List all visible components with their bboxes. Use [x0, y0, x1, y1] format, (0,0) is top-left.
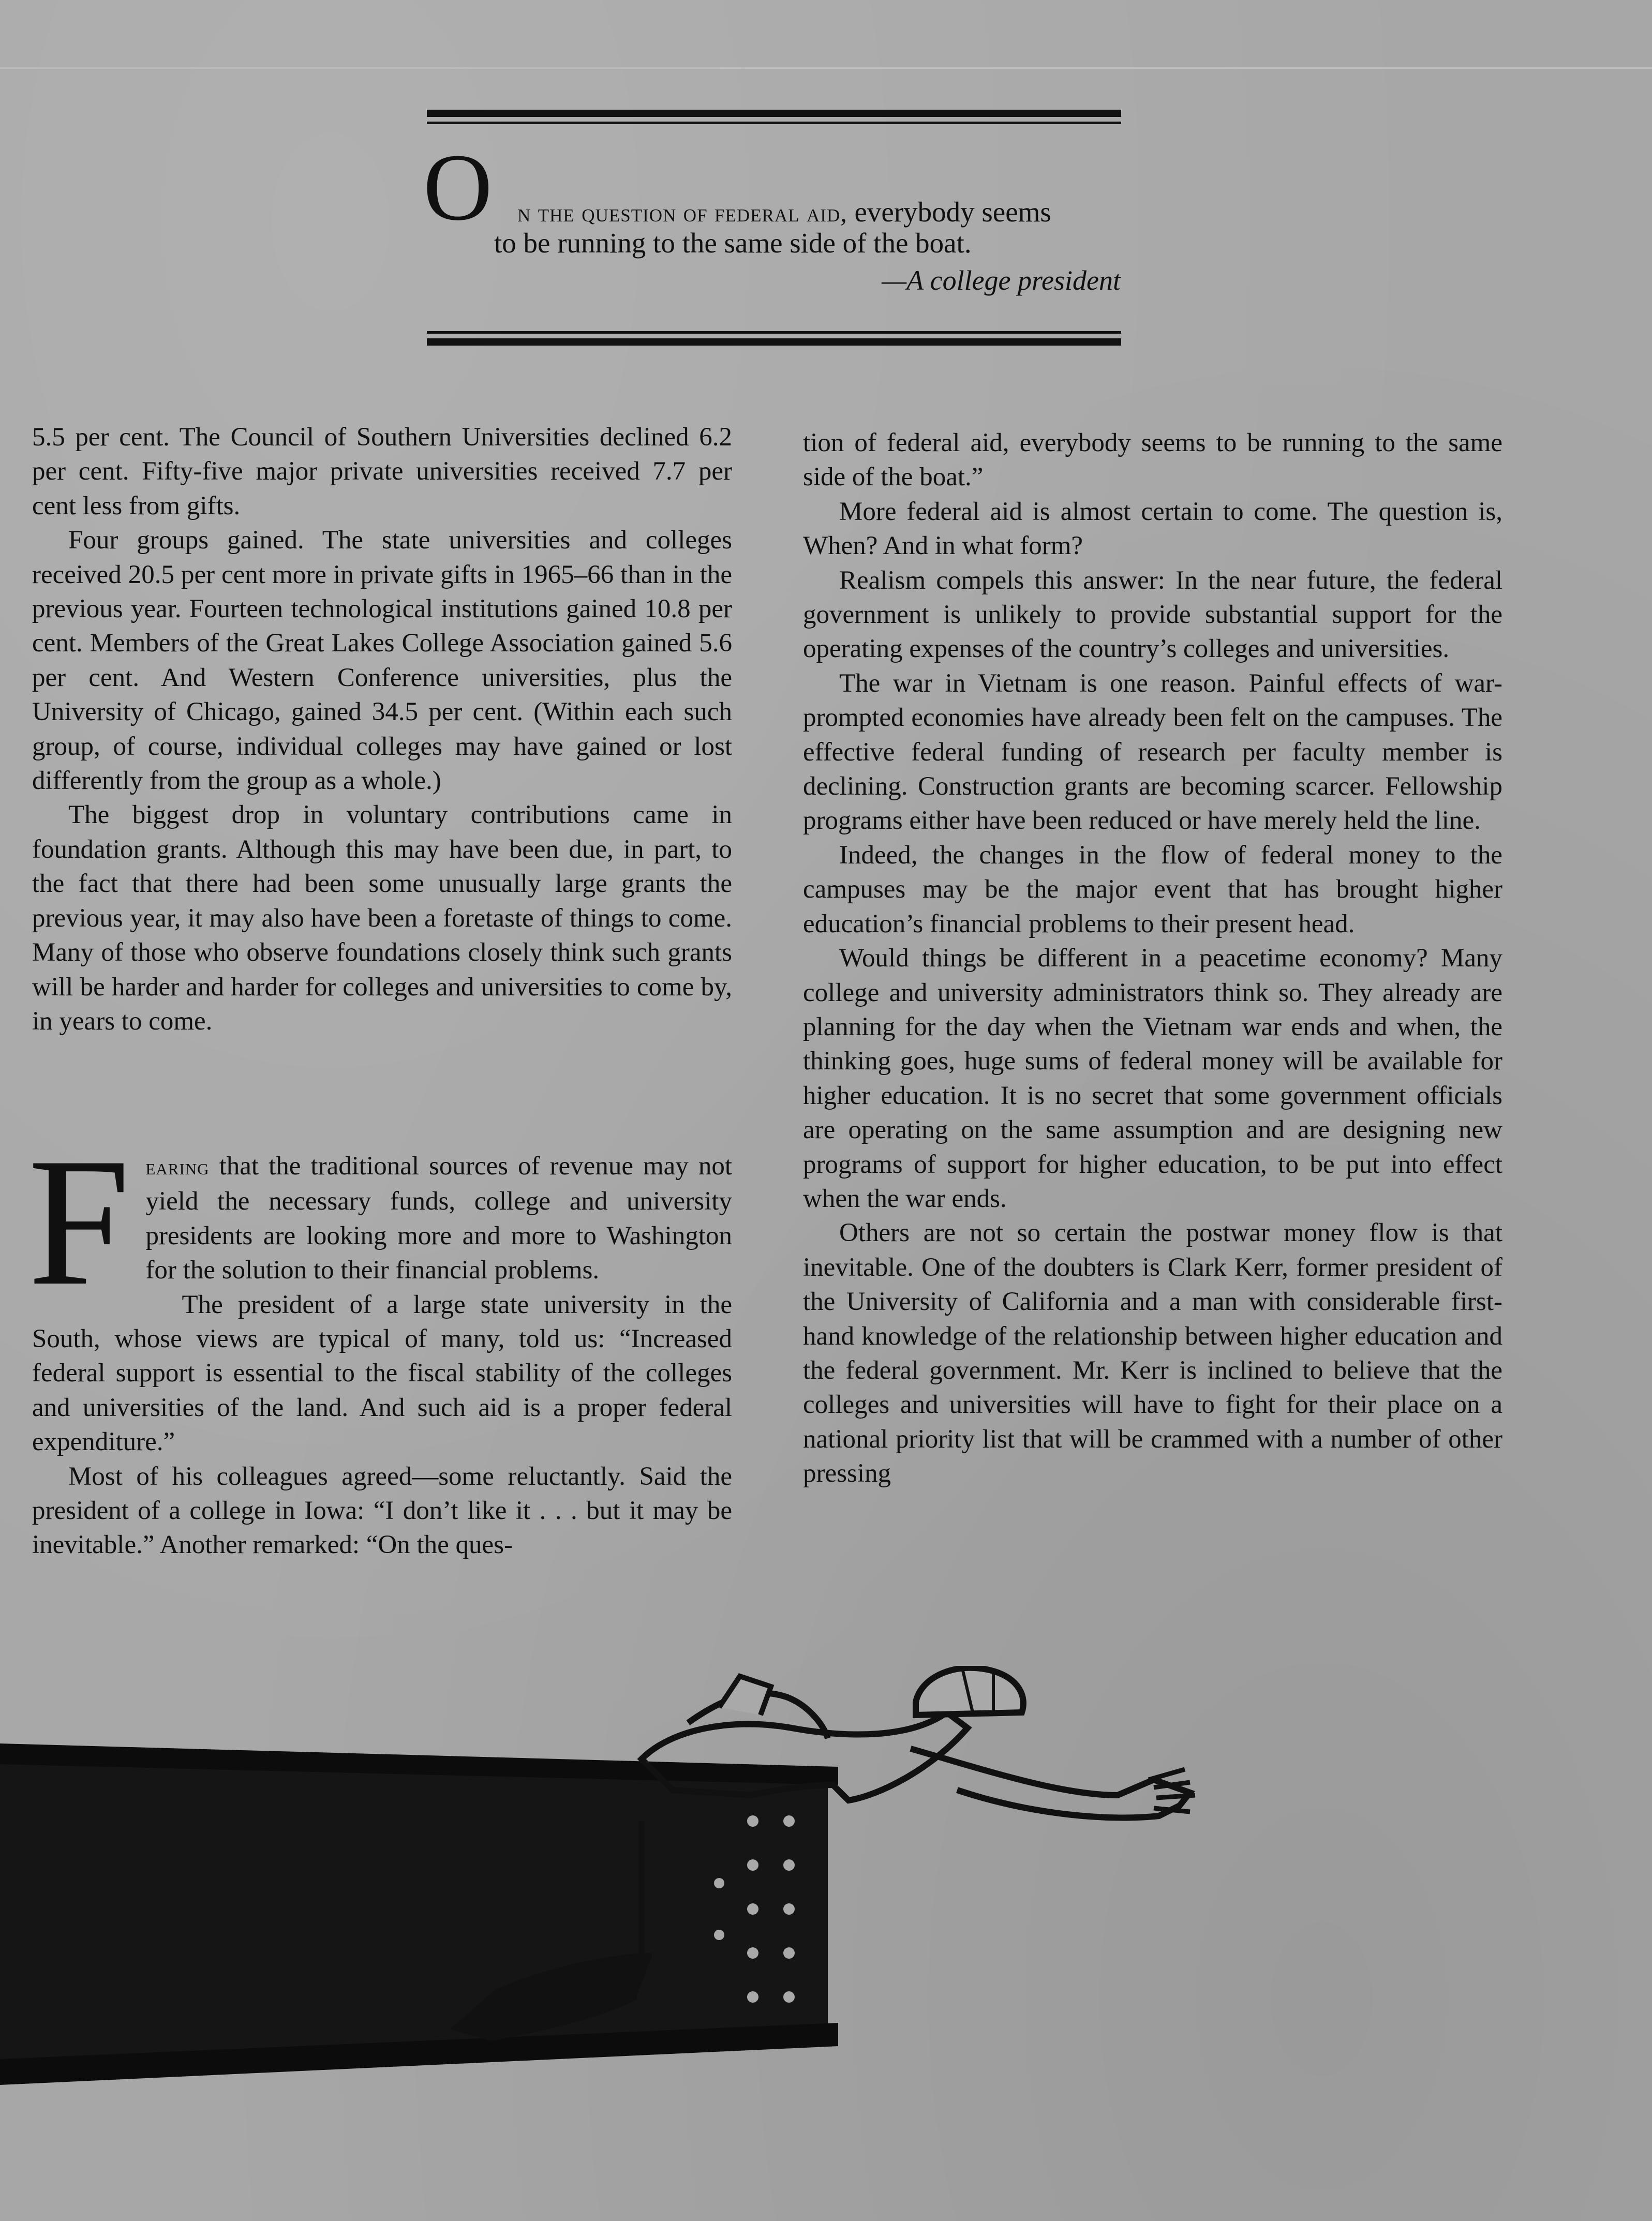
lead-text: that the traditional sources of revenue may not yield the necessary funds, college and university presidents are looking more and more to Washington for the solution to their financial problems.: [145, 1152, 732, 1285]
body-paragraph: 5.5 per cent. The Council of Southern Universities declined 6.2 per cent. Fifty-five major private universities received 7.7 per cent less from gifts.: [32, 423, 732, 520]
left-column-top: [32, 420, 732, 1038]
left-column-bottom: [28, 1120, 732, 1562]
body-paragraph: Would things be different in a peacetime economy? Many college and university administrators think so. They already are planning for the day when the Vietnam war ends and when, the thinking goes, huge sums of federal money will be available for higher education. It is no secret that some government officials are operating on the same assumption and are designing new programs of support for higher education, to be put into effect when the war ends.: [803, 944, 1502, 1213]
body-paragraph: Indeed, the changes in the flow of federal money to the campuses may be the major event that has brought higher education’s financial problems to their present head.: [803, 840, 1502, 938]
pull-quote-attribution: —A college president: [882, 265, 1121, 296]
page-edge-line: [0, 67, 1652, 69]
pull-quote-line-1: [517, 197, 1051, 228]
body-paragraph: Others are not so certain the postwar money flow is that inevitable. One of the doubters is Clark Kerr, former president of the University of California and a man with considerable first-hand knowledge of the relationship between higher education and the federal government. Mr. Kerr is inclined to believe that the colleges and universities will have to fight for their place on a national priority list that will be crammed with a number of other pressing: [803, 1218, 1502, 1488]
drop-cap: F: [28, 1120, 130, 1323]
body-paragraph: The president of a large state university in the South, whose views are typical of many, told us: “Increased federal support is essential to the fiscal stability of the colleges and universities of the land. And such aid is a proper federal expenditure.”: [32, 1290, 732, 1457]
worker-collar: [719, 1676, 771, 1715]
pull-quote-top-rule: [427, 110, 1121, 124]
body-paragraph: More federal aid is almost certain to come. The question is, When? And in what form?: [803, 497, 1502, 561]
lead-small-caps: earing: [145, 1154, 210, 1180]
body-paragraph: Four groups gained. The state universities and colleges received 20.5 per cent more in private gifts in 1965–66 than in the previous year. Fourteen technological institutions gained 10.8 per cent. Members of the Great Lakes College Association gained 5.6 per cent. And Western Conference universities, plus the University of Chicago, gained 34.5 per cent. (Within each such group, of course, individual colleges may have gained or lost differently from the group as a whole.): [32, 526, 732, 796]
pull-quote-line-1-rest: everybody seems: [847, 196, 1051, 228]
pull-quote-drop-cap: O: [423, 135, 493, 241]
hard-hat: [916, 1668, 1023, 1715]
worker-arm: [911, 1749, 1190, 1817]
body-paragraph: Realism compels this answer: In the near future, the federal government is unlikely to provide substantial support for the operating expenses of the country’s colleges and universities.: [803, 565, 1502, 664]
body-paragraph: The biggest drop in voluntary contributions came in foundation grants. Although this may have been due, in part, to the fact that there had been some unusually large grants the previous year, it may also have been a foretaste of things to come. Many of those who observe foundations closely think such grants will be harder and harder for colleges and universities to come by, in years to come.: [32, 800, 732, 1036]
body-paragraph: Most of his colleagues agreed—some reluctantly. Said the president of a college in Iowa: “I don’t like it . . . but it may be inevitable.” Another remarked: “On the ques-: [32, 1462, 732, 1560]
pull-quote-small-caps: n the question of federal aid,: [517, 198, 847, 227]
right-column: [803, 426, 1502, 1491]
body-paragraph: The war in Vietnam is one reason. Painful effects of war-prompted economies have already been felt on the campuses. The effective federal funding of research per faculty member is declining. Construction grants are becoming scarcer. Fellowship programs either have been reduced or have merely held the line.: [803, 668, 1502, 836]
body-paragraph: tion of federal aid, everybody seems to be running to the same side of the boat.”: [803, 428, 1502, 492]
pull-quote-line-2: to be running to the same side of the boat.: [494, 227, 972, 259]
pull-quote-bottom-rule: [427, 331, 1121, 346]
construction-worker-illustration: [0, 1666, 1652, 2221]
lead-paragraph: [28, 1120, 732, 1323]
